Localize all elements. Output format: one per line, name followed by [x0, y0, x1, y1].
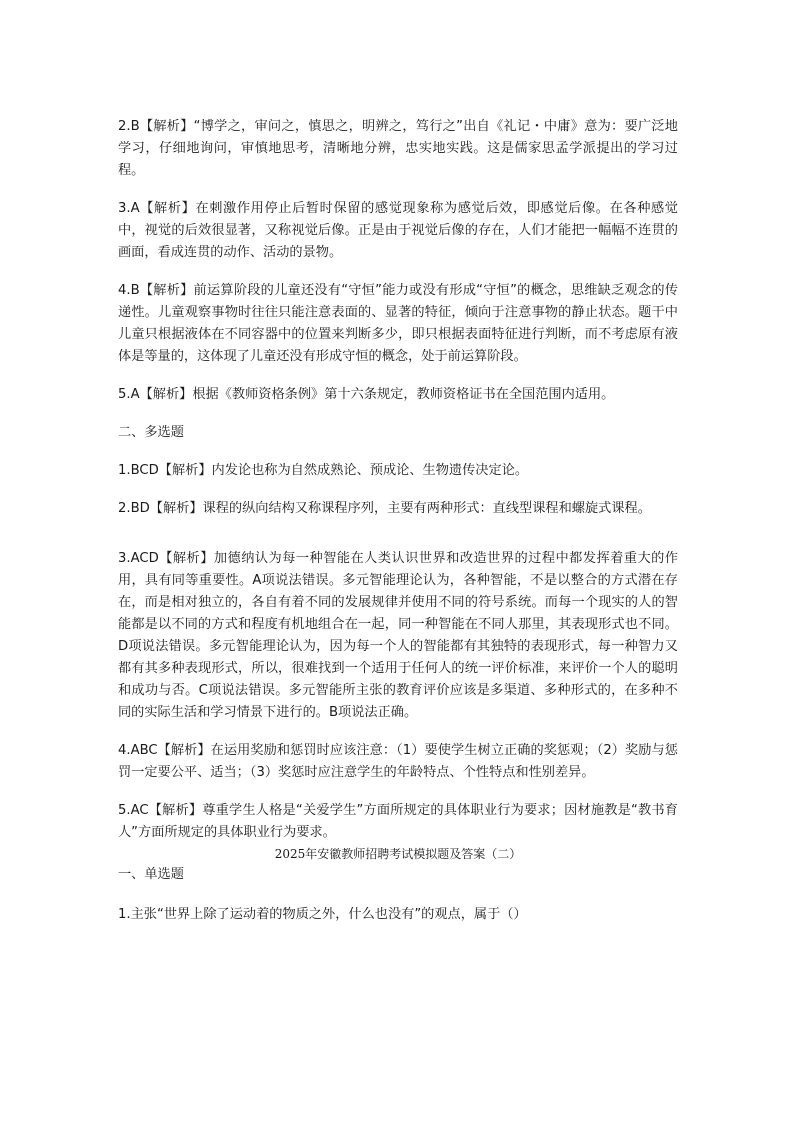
section-heading-multiple-choice: 二、多选题 [118, 425, 184, 440]
section-heading-single-choice: 一、单选题 [118, 867, 184, 882]
answer-4b: 4.B【解析】前运算阶段的儿童还没有“守恒”能力或没有形成“守恒”的概念，思维缺乏观念的传递性。儿童观察事物时往往只能注意表面的、显著的特征，倾向于注意事物的静止状态。题干中儿童只根据液体在不同容器中的位置来判断多少，即只根据表面特征进行判断，而不考虑原有液体是等量的，这体现了儿童还没有形成守恒的概念，处于前运算阶段。 [118, 283, 678, 364]
document-page [118, 116, 678, 942]
answer-5a: 5.A【解析】根据《教师资格条例》第十六条规定，教师资格证书在全国范围内适用。 [118, 387, 615, 402]
answer-4abc: 4.ABC【解析】在运用奖励和惩罚时应该注意：（1）要使学生树立正确的奖惩观；（2）奖励与惩罚一定要公平、适当；（3）奖惩时应注意学生的年龄特点、个性特点和性别差异。 [118, 743, 678, 780]
answer-2b: 2.B【解析】“博学之，审问之，慎思之，明辨之，笃行之”出自《礼记・中庸》意为：要广泛地学习，仔细地询问，审慎地思考，清晰地分辨，忠实地实践。这是儒家思孟学派提出的学习过程。 [118, 119, 678, 178]
answer-2bd: 2.BD【解析】课程的纵向结构又称课程序列，主要有两种形式：直线型课程和螺旋式课程。 [118, 501, 651, 516]
question-1: 1.主张“世界上除了运动着的物质之外，什么也没有”的观点，属于（） [118, 907, 527, 922]
answer-3a: 3.A【解析】在刺激作用停止后暂时保留的感觉现象称为感觉后效，即感觉后像。在各种感觉中，视觉的后效很显著，又称视觉后像。正是由于视觉后像的存在，人们才能把一幅幅不连贯的画面，看成连贯的动作、活动的景物。 [118, 201, 678, 260]
answer-1bcd: 1.BCD【解析】内发论也称为自然成熟论、预成论、生物遗传决定论。 [118, 463, 529, 478]
exam-title: 2025年安徽教师招聘考试模拟题及答案（二） [274, 847, 522, 861]
answer-3acd: 3.ACD【解析】加德纳认为每一种智能在人类认识世界和改造世界的过程中都发挥着重大的作用，具有同等重要性。A项说法错误。多元智能理论认为，各种智能，不是以整合的方式潜在存在，而是相对独立的，各自有着不同的发展规律并使用不同的符号系统。而每一个现实的人的智能都是以不同的方式和程度有机地组合在一起，同一种智能在不同人那里，其表现形式也不同。D项说法错误。多元智能理论认为，因为每一个人的智能都有其独特的表现形式，每一种智力又都有其多种表现形式，所以，很难找到一个适用于任何人的统一评价标准，来评价一个人的聪明和成功与否。C项说法错误。多元智能所主张的教育评价应该是多渠道、多种形式的，在多种不同的实际生活和学习情景下进行的。B项说法正确。 [118, 551, 678, 720]
answer-5ac: 5.AC【解析】尊重学生人格是“关爱学生”方面所规定的具体职业行为要求；因材施教是“教书育人”方面所规定的具体职业行为要求。 [118, 803, 678, 840]
